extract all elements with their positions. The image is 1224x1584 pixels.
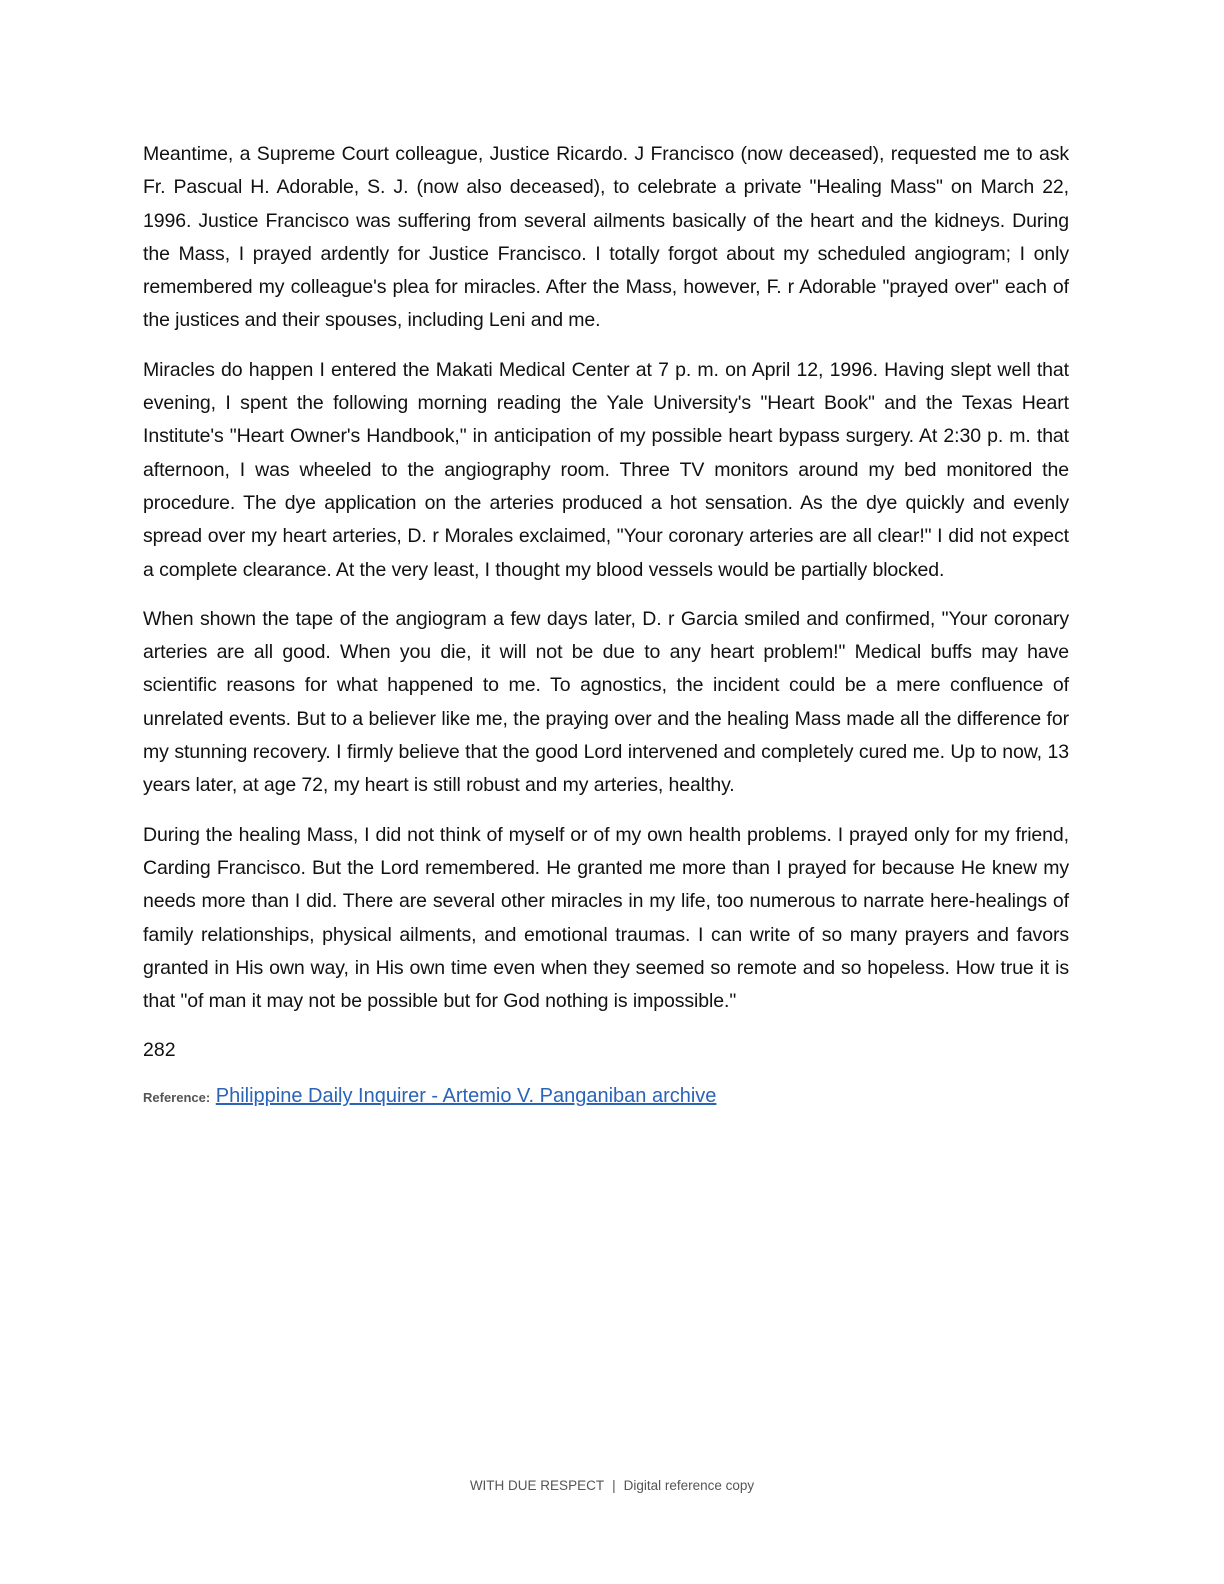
- reference-link[interactable]: Philippine Daily Inquirer - Artemio V. Panganiban archive: [215, 1085, 717, 1108]
- document-body: [143, 138, 1069, 1113]
- paragraph-2: Miracles do happen I entered the Makati Medical Center at 7 p. m. on April 12, 1996. Having slept well that evening, I spent the following morning reading the Yale University's "Heart Book" and the Texas Heart Institute's "Heart Owner's Handbook," in anticipation of my possible heart bypass surgery. At 2:30 p. m. that afternoon, I was wheeled to the angiography room. Three TV monitors around my bed monitored the procedure. The dye application on the arteries produced a hot sensation. As the dye quickly and evenly spread over my heart arteries, D. r Morales exclaimed, "Your coronary arteries are all clear!" I did not expect a complete clearance. At the very least, I thought my blood vessels would be partially blocked.: [143, 358, 1069, 581]
- footer-subtitle: Digital reference copy: [623, 1478, 755, 1493]
- page-footer: [0, 1478, 1224, 1493]
- footer-title: WITH DUE RESPECT: [469, 1478, 605, 1493]
- paragraph-4: During the healing Mass, I did not think of myself or of my own health problems. I prayed only for my friend, Carding Francisco. But the Lord remembered. He granted me more than I prayed for because He knew my needs more than I did. There are several other miracles in my life, too numerous to narrate here-healings of family relationships, physical ailments, and emotional traumas. I can write of so many prayers and favors granted in His own way, in His own time even when they seemed so remote and so hopeless. How true it is that "of man it may not be possible but for God nothing is impossible.": [143, 823, 1069, 1013]
- paragraph-3: When shown the tape of the angiogram a few days later, D. r Garcia smiled and confirmed, "Your coronary arteries are all good. When you die, it will not be due to any heart problem!" Medical buffs may have scientific reasons for what happened to me. To agnostics, the incident could be a mere confluence of unrelated events. But to a believer like me, the praying over and the healing Mass made all the difference for my stunning recovery. I firmly believe that the good Lord intervened and completely cured me. Up to now, 13 years later, at age 72, my heart is still robust and my arteries, healthy.: [143, 607, 1069, 797]
- reference-line: [143, 1081, 1069, 1113]
- page-number: 282: [143, 1039, 176, 1062]
- footer-separator: |: [612, 1478, 616, 1493]
- paragraph-1: Meantime, a Supreme Court colleague, Justice Ricardo. J Francisco (now deceased), requested me to ask Fr. Pascual H. Adorable, S. J. (now also deceased), to celebrate a private "Healing Mass" on March 22, 1996. Justice Francisco was suffering from several ailments basically of the heart and the kidneys. During the Mass, I prayed ardently for Justice Francisco. I totally forgot about my scheduled angiogram; I only remembered my colleague's plea for miracles. After the Mass, however, F. r Adorable "prayed over" each of the justices and their spouses, including Leni and me.: [143, 143, 1069, 332]
- reference-label: Reference:: [143, 1090, 211, 1106]
